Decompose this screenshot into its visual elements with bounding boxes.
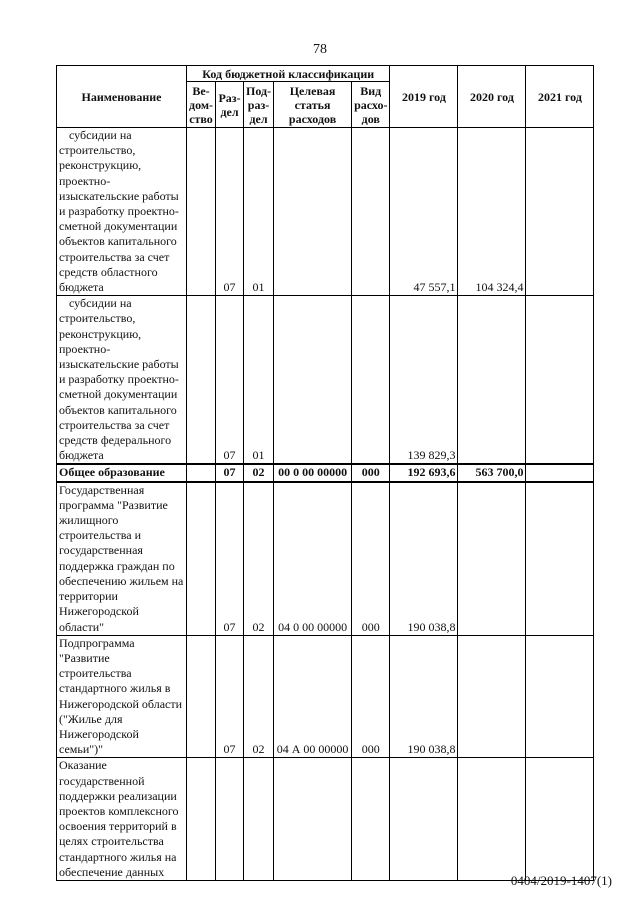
- row-name: Подпрограмма "Развитие строительства стандартного жилья в Нижегородской области ("Жилье для Нижегородской семьи")": [57, 635, 187, 758]
- row-ved: [187, 464, 216, 481]
- row-razdel: 07: [216, 296, 244, 465]
- row-name: Государственная программа "Развитие жилищного строительства и государственная поддержка граждан по обеспечению жильем на территории Нижегородской области": [57, 482, 187, 636]
- row-2020: [458, 482, 526, 636]
- row-2020: 104 324,4: [458, 128, 526, 296]
- row-podrazdel: 02: [244, 464, 274, 481]
- budget-table: [56, 65, 594, 881]
- table-row: [57, 296, 594, 465]
- row-target: 04 А 00 00000: [274, 635, 352, 758]
- row-2020: [458, 758, 526, 881]
- header-year-2021: 2021 год: [526, 66, 594, 128]
- row-razdel: [216, 758, 244, 881]
- row-2020: [458, 296, 526, 465]
- row-podrazdel: 01: [244, 296, 274, 465]
- row-2021: [526, 296, 594, 465]
- row-vid: [352, 758, 390, 881]
- row-podrazdel: 02: [244, 635, 274, 758]
- row-target: [274, 296, 352, 465]
- row-razdel: 07: [216, 464, 244, 481]
- row-ved: [187, 758, 216, 881]
- row-2020: [458, 635, 526, 758]
- document-code: 0404/2019-1407(1): [510, 873, 612, 888]
- header-razdel: Раз-дел: [216, 82, 244, 128]
- row-2021: [526, 758, 594, 881]
- row-name: субсидии на строительство, реконструкцию, проектно-изыскательские работы и разработку проектно-сметной документации объектов капитального строительства за счет средств федерального бюджета: [57, 296, 187, 465]
- row-podrazdel: 01: [244, 128, 274, 296]
- row-name: Оказание государственной поддержки реализации проектов комплексного освоения территорий в целях строительства стандартного жилья на обеспечение данных: [57, 758, 187, 881]
- row-ved: [187, 635, 216, 758]
- header-podrazdel: Под-раз-дел: [244, 82, 274, 128]
- table-row: [57, 482, 594, 636]
- row-name: Общее образование: [57, 464, 187, 481]
- header-expense-type: Вид расхо-дов: [352, 82, 390, 128]
- row-vid: 000: [352, 464, 390, 481]
- page-number: 78: [313, 42, 327, 57]
- table-row: [57, 464, 594, 481]
- row-target: 04 0 00 00000: [274, 482, 352, 636]
- table-row: [57, 758, 594, 881]
- row-vid: [352, 128, 390, 296]
- row-name: субсидии на строительство, реконструкцию, проектно-изыскательские работы и разработку проектно-сметной документации объектов капитального строительства за счет средств областного бюджета: [57, 128, 187, 296]
- header-year-2019: 2019 год: [390, 66, 458, 128]
- row-target: [274, 758, 352, 881]
- header-name: Наименование: [57, 66, 187, 128]
- header-target-article: Целевая статья расходов: [274, 82, 352, 128]
- row-vid: 000: [352, 482, 390, 636]
- row-2021: [526, 128, 594, 296]
- row-target: 00 0 00 00000: [274, 464, 352, 481]
- row-target: [274, 128, 352, 296]
- row-vid: [352, 296, 390, 465]
- row-2019: [390, 758, 458, 881]
- row-2019: 139 829,3: [390, 296, 458, 465]
- row-ved: [187, 482, 216, 636]
- row-ved: [187, 296, 216, 465]
- header-vedomstvo: Ве-дом-ство: [187, 82, 216, 128]
- row-2020: 563 700,0: [458, 464, 526, 481]
- row-ved: [187, 128, 216, 296]
- row-razdel: 07: [216, 482, 244, 636]
- row-2019: 190 038,8: [390, 635, 458, 758]
- row-2019: 192 693,6: [390, 464, 458, 481]
- row-podrazdel: 02: [244, 482, 274, 636]
- header-code-group: Код бюджетной классификации: [187, 66, 390, 82]
- row-2021: [526, 464, 594, 481]
- row-2019: 47 557,1: [390, 128, 458, 296]
- table-row: [57, 128, 594, 296]
- row-2021: [526, 635, 594, 758]
- header-year-2020: 2020 год: [458, 66, 526, 128]
- table-row: [57, 635, 594, 758]
- row-razdel: 07: [216, 128, 244, 296]
- row-2021: [526, 482, 594, 636]
- row-2019: 190 038,8: [390, 482, 458, 636]
- row-vid: 000: [352, 635, 390, 758]
- row-razdel: 07: [216, 635, 244, 758]
- row-podrazdel: [244, 758, 274, 881]
